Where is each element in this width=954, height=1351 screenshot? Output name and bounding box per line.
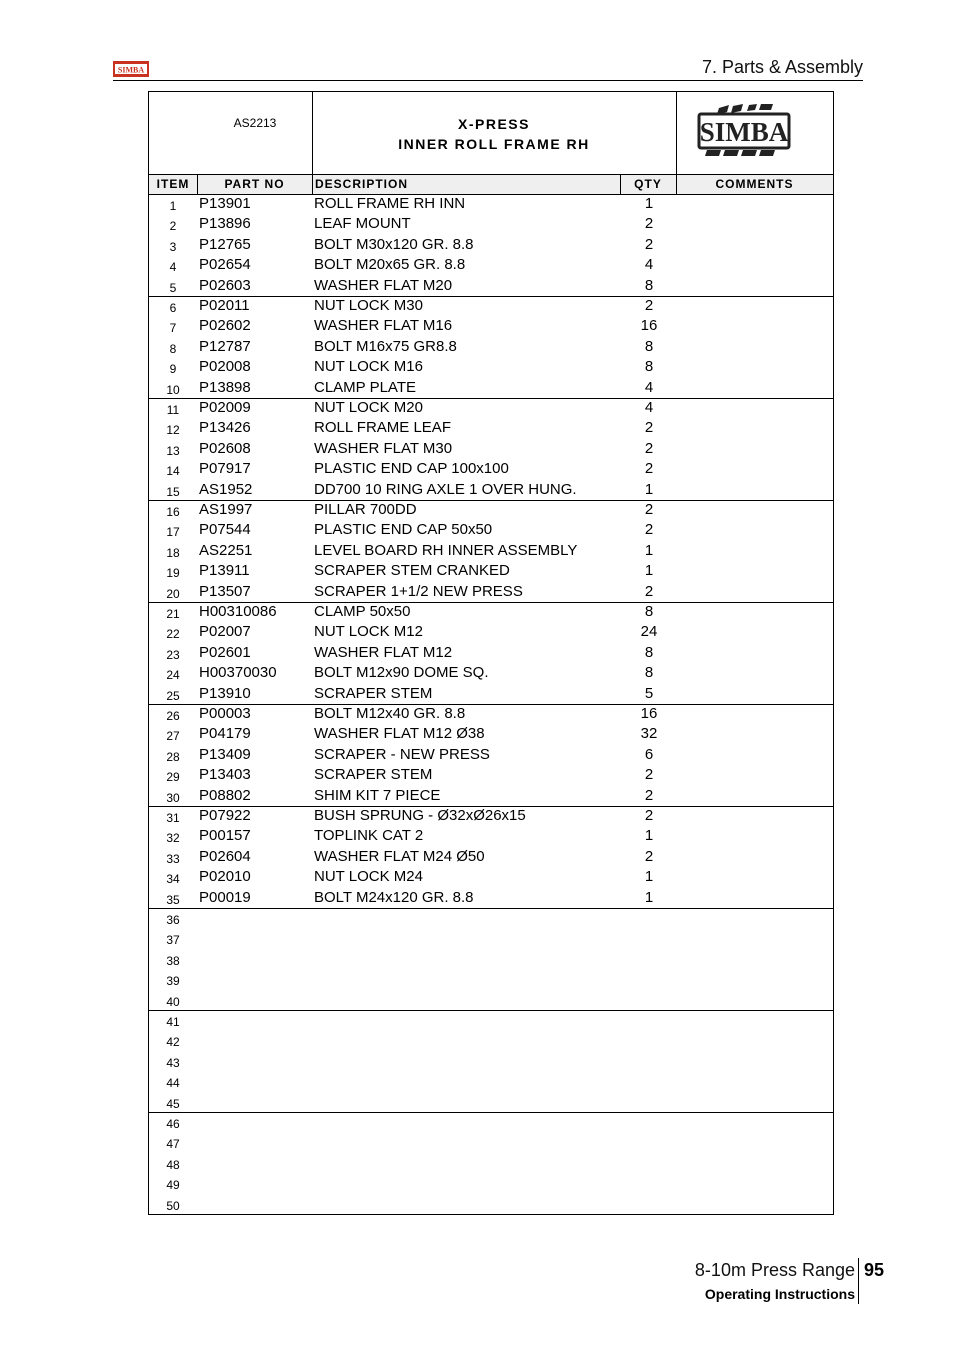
part-number: AS2251	[199, 541, 253, 559]
table-row	[149, 542, 833, 562]
part-description: SCRAPER STEM	[314, 684, 433, 702]
table-row	[149, 460, 833, 480]
part-quantity: 1	[644, 541, 654, 559]
table-row	[149, 889, 833, 909]
item-number: 2	[169, 219, 177, 234]
item-number: 16	[166, 505, 180, 519]
item-number: 6	[169, 301, 177, 315]
table-row	[149, 481, 833, 501]
table-row	[149, 1174, 833, 1194]
table-row	[149, 317, 833, 337]
table-row	[149, 644, 833, 664]
table-row	[149, 501, 833, 521]
table-row	[149, 1195, 833, 1215]
item-number: 21	[166, 607, 180, 621]
part-description: ROLL FRAME LEAF	[314, 419, 451, 437]
part-quantity: 1	[644, 195, 654, 212]
table-row	[149, 909, 833, 929]
assembly-title	[312, 114, 676, 154]
table-row	[149, 848, 833, 868]
part-quantity: 2	[644, 439, 654, 457]
table-row	[149, 1154, 833, 1174]
column-header-description: DESCRIPTION	[315, 177, 409, 191]
item-number: 4	[169, 260, 177, 275]
part-number: P13901	[199, 195, 251, 212]
item-number: 48	[166, 1157, 180, 1172]
column-header-qty: QTY	[634, 177, 662, 191]
column-header-row	[149, 174, 833, 195]
item-number: 32	[166, 831, 180, 846]
part-quantity: 2	[644, 215, 654, 233]
part-number: P13898	[199, 378, 251, 396]
item-number: 37	[166, 933, 180, 948]
part-quantity: 8	[644, 643, 654, 661]
part-number: P00003	[199, 705, 251, 722]
part-number: P02601	[199, 643, 251, 661]
part-number: P02604	[199, 847, 251, 865]
table-row	[149, 1093, 833, 1113]
table-row	[149, 1011, 833, 1031]
table-row	[149, 827, 833, 847]
item-number: 30	[166, 790, 180, 805]
table-row	[149, 1113, 833, 1133]
table-row	[149, 1052, 833, 1072]
table-row	[149, 583, 833, 603]
part-quantity: 2	[644, 460, 654, 478]
part-quantity: 2	[644, 501, 654, 518]
title-line-1: X-PRESS	[458, 116, 530, 132]
item-number: 9	[169, 362, 177, 377]
part-number: P13911	[199, 562, 250, 580]
table-row	[149, 1072, 833, 1092]
item-number: 44	[166, 1076, 180, 1091]
part-quantity: 16	[640, 317, 658, 335]
item-number: 5	[169, 280, 177, 295]
part-description: LEAF MOUNT	[314, 215, 411, 233]
table-row	[149, 705, 833, 725]
section-title: 7. Parts & Assembly	[701, 57, 863, 77]
part-number: H00310086	[199, 603, 277, 620]
table-row	[149, 338, 833, 358]
table-row	[149, 664, 833, 684]
part-description: NUT LOCK M12	[314, 623, 423, 641]
part-description: SCRAPER - NEW PRESS	[314, 745, 490, 763]
item-number: 45	[166, 1096, 180, 1111]
item-number: 50	[166, 1198, 180, 1213]
column-header-item: ITEM	[156, 177, 190, 191]
table-row	[149, 868, 833, 888]
item-number: 29	[166, 770, 180, 785]
part-quantity: 2	[644, 786, 654, 804]
table-row	[149, 685, 833, 705]
part-number: P02608	[199, 439, 251, 457]
item-number: 40	[166, 994, 180, 1009]
part-description: BUSH SPRUNG - Ø32xØ26x15	[314, 807, 526, 824]
part-description: PLASTIC END CAP 100x100	[314, 460, 509, 478]
item-number: 36	[166, 913, 180, 927]
assembly-code: AS2213	[233, 116, 277, 130]
group-divider	[149, 1010, 833, 1011]
part-description: NUT LOCK M30	[314, 297, 423, 314]
part-quantity: 1	[644, 480, 654, 498]
part-quantity: 1	[644, 827, 654, 845]
group-divider	[149, 704, 833, 705]
table-row	[149, 623, 833, 643]
item-number: 49	[166, 1178, 180, 1193]
part-quantity: 1	[644, 868, 654, 886]
part-description: BOLT M24x120 GR. 8.8	[314, 888, 474, 906]
part-number: P02007	[199, 623, 251, 641]
part-description: BOLT M12x90 DOME SQ.	[314, 664, 489, 682]
part-description: BOLT M12x40 GR. 8.8	[314, 705, 466, 722]
part-description: PILLAR 700DD	[314, 501, 417, 518]
part-quantity: 8	[644, 358, 654, 376]
title-divider	[676, 92, 677, 174]
part-quantity: 5	[644, 684, 654, 702]
table-row	[149, 603, 833, 623]
item-number: 43	[166, 1055, 180, 1070]
part-description: WASHER FLAT M20	[314, 276, 453, 294]
table-row	[149, 807, 833, 827]
title-line-2: INNER ROLL FRAME RH	[398, 136, 590, 152]
part-quantity: 2	[644, 847, 654, 865]
part-description: PLASTIC END CAP 50x50	[314, 521, 493, 539]
part-quantity: 2	[644, 297, 654, 314]
part-description: WASHER FLAT M24 Ø50	[314, 847, 485, 865]
column-header-comments: COMMENTS	[715, 177, 794, 191]
part-description: TOPLINK CAT 2	[314, 827, 424, 845]
part-quantity: 16	[640, 705, 658, 722]
part-number: P12765	[199, 235, 251, 253]
item-number: 25	[166, 688, 180, 703]
item-number: 41	[166, 1015, 180, 1029]
part-number: P07917	[199, 460, 251, 478]
table-row	[149, 215, 833, 235]
part-number: P02011	[199, 297, 250, 314]
table-row	[149, 236, 833, 256]
group-divider	[149, 806, 833, 807]
table-row	[149, 950, 833, 970]
header-logo-text: SIMBA	[117, 65, 145, 75]
part-number: P13403	[199, 766, 251, 784]
item-number: 11	[166, 403, 180, 417]
table-row	[149, 766, 833, 786]
part-quantity: 2	[644, 419, 654, 437]
part-description: WASHER FLAT M16	[314, 317, 453, 335]
part-description: DD700 10 RING AXLE 1 OVER HUNG.	[314, 480, 577, 498]
item-number: 42	[166, 1035, 180, 1050]
item-number: 34	[166, 872, 180, 887]
part-number: P07922	[199, 807, 251, 824]
part-number: P13507	[199, 582, 251, 600]
footer-divider	[858, 1258, 859, 1304]
item-number: 22	[166, 627, 180, 642]
part-quantity: 2	[644, 521, 654, 539]
part-description: SCRAPER STEM CRANKED	[314, 562, 510, 580]
item-number: 8	[169, 341, 177, 356]
table-row	[149, 419, 833, 439]
part-description: SCRAPER 1+1/2 NEW PRESS	[314, 582, 523, 600]
item-number: 13	[166, 443, 180, 458]
part-description: WASHER FLAT M12	[314, 643, 453, 661]
part-quantity: 2	[644, 766, 654, 784]
table-row	[149, 1031, 833, 1051]
part-number: P13426	[199, 419, 251, 437]
part-number: P02654	[199, 256, 251, 274]
item-number: 20	[166, 586, 180, 601]
part-description: CLAMP PLATE	[314, 378, 416, 396]
part-number: P08802	[199, 786, 251, 804]
part-description: LEVEL BOARD RH INNER ASSEMBLY	[314, 541, 578, 559]
column-divider	[312, 175, 313, 194]
title-block	[149, 92, 833, 174]
table-row	[149, 521, 833, 541]
group-divider	[149, 296, 833, 297]
part-description: BOLT M20x65 GR. 8.8	[314, 256, 466, 274]
item-number: 35	[166, 892, 180, 907]
footer-subtitle: Operating Instructions	[704, 1286, 855, 1302]
part-quantity: 4	[644, 378, 654, 396]
table-row	[149, 725, 833, 745]
part-number: P00019	[199, 888, 251, 906]
part-description: BOLT M30x120 GR. 8.8	[314, 235, 474, 253]
item-number: 47	[166, 1137, 180, 1152]
part-number: P02009	[199, 399, 251, 416]
item-number: 3	[169, 239, 177, 254]
item-number: 46	[166, 1117, 180, 1131]
part-description: NUT LOCK M16	[314, 358, 423, 376]
part-description: WASHER FLAT M30	[314, 439, 453, 457]
page-number: 95	[864, 1260, 885, 1280]
part-description: NUT LOCK M24	[314, 868, 423, 886]
part-quantity: 32	[640, 725, 658, 743]
simba-logo	[695, 98, 793, 162]
item-number: 38	[166, 953, 180, 968]
item-number: 27	[166, 729, 180, 744]
group-divider	[149, 500, 833, 501]
part-quantity: 8	[644, 337, 654, 355]
parts-sheet	[148, 91, 834, 1215]
group-divider	[149, 602, 833, 603]
item-number: 14	[166, 464, 180, 479]
column-header-part-no: PART NO	[224, 177, 285, 191]
group-divider	[149, 1112, 833, 1113]
table-row	[149, 379, 833, 399]
part-number: P13910	[199, 684, 251, 702]
table-row	[149, 277, 833, 297]
item-number: 7	[169, 321, 177, 336]
part-number: P13896	[199, 215, 251, 233]
group-divider	[149, 398, 833, 399]
part-number: P07544	[199, 521, 251, 539]
part-quantity: 8	[644, 276, 654, 294]
item-number: 15	[166, 484, 180, 499]
table-row	[149, 358, 833, 378]
part-number: H00370030	[199, 664, 277, 682]
table-row	[149, 1133, 833, 1153]
table-row	[149, 195, 833, 215]
part-description: CLAMP 50x50	[314, 603, 411, 620]
simba-header-logo	[113, 59, 149, 79]
part-quantity: 1	[644, 562, 654, 580]
part-quantity: 24	[640, 623, 658, 641]
part-number: P02010	[199, 868, 251, 886]
item-number: 26	[166, 709, 180, 723]
part-description: NUT LOCK M20	[314, 399, 423, 416]
item-number: 24	[166, 668, 180, 683]
table-row	[149, 787, 833, 807]
part-description: BOLT M16x75 GR8.8	[314, 337, 457, 355]
table-row	[149, 440, 833, 460]
part-number: AS1952	[199, 480, 253, 498]
table-row	[149, 929, 833, 949]
part-quantity: 2	[644, 807, 654, 824]
table-row	[149, 399, 833, 419]
part-number: AS1997	[199, 501, 253, 518]
header-rule	[113, 80, 863, 81]
logo-text: SIMBA	[699, 117, 789, 147]
part-number: P02603	[199, 276, 251, 294]
part-description: SCRAPER STEM	[314, 766, 433, 784]
table-row	[149, 256, 833, 276]
item-number: 23	[166, 647, 180, 662]
table-row	[149, 562, 833, 582]
item-number: 19	[166, 566, 180, 581]
part-quantity: 2	[644, 582, 654, 600]
footer-range-title: 8-10m Press Range	[694, 1260, 855, 1280]
group-divider	[149, 908, 833, 909]
part-quantity: 2	[644, 235, 654, 253]
part-description: ROLL FRAME RH INN	[314, 195, 466, 212]
part-number: P04179	[199, 725, 251, 743]
table-row	[149, 297, 833, 317]
part-number: P00157	[199, 827, 251, 845]
item-number: 39	[166, 974, 180, 989]
part-quantity: 4	[644, 399, 654, 416]
table-row	[149, 991, 833, 1011]
part-number: P02602	[199, 317, 251, 335]
item-number: 1	[169, 199, 177, 213]
table-row	[149, 746, 833, 766]
part-quantity: 8	[644, 664, 654, 682]
part-description: WASHER FLAT M12 Ø38	[314, 725, 485, 743]
item-number: 18	[166, 545, 180, 560]
item-number: 33	[166, 851, 180, 866]
part-description: SHIM KIT 7 PIECE	[314, 786, 441, 804]
part-number: P12787	[199, 337, 251, 355]
part-quantity: 1	[644, 888, 654, 906]
part-quantity: 4	[644, 256, 654, 274]
part-quantity: 6	[644, 745, 654, 763]
item-number: 12	[166, 423, 180, 438]
part-number: P13409	[199, 745, 251, 763]
item-number: 28	[166, 749, 180, 764]
part-quantity: 8	[644, 603, 654, 620]
part-number: P02008	[199, 358, 251, 376]
item-number: 31	[166, 811, 180, 825]
item-number: 10	[166, 382, 180, 397]
item-number: 17	[166, 525, 180, 540]
table-row	[149, 970, 833, 990]
